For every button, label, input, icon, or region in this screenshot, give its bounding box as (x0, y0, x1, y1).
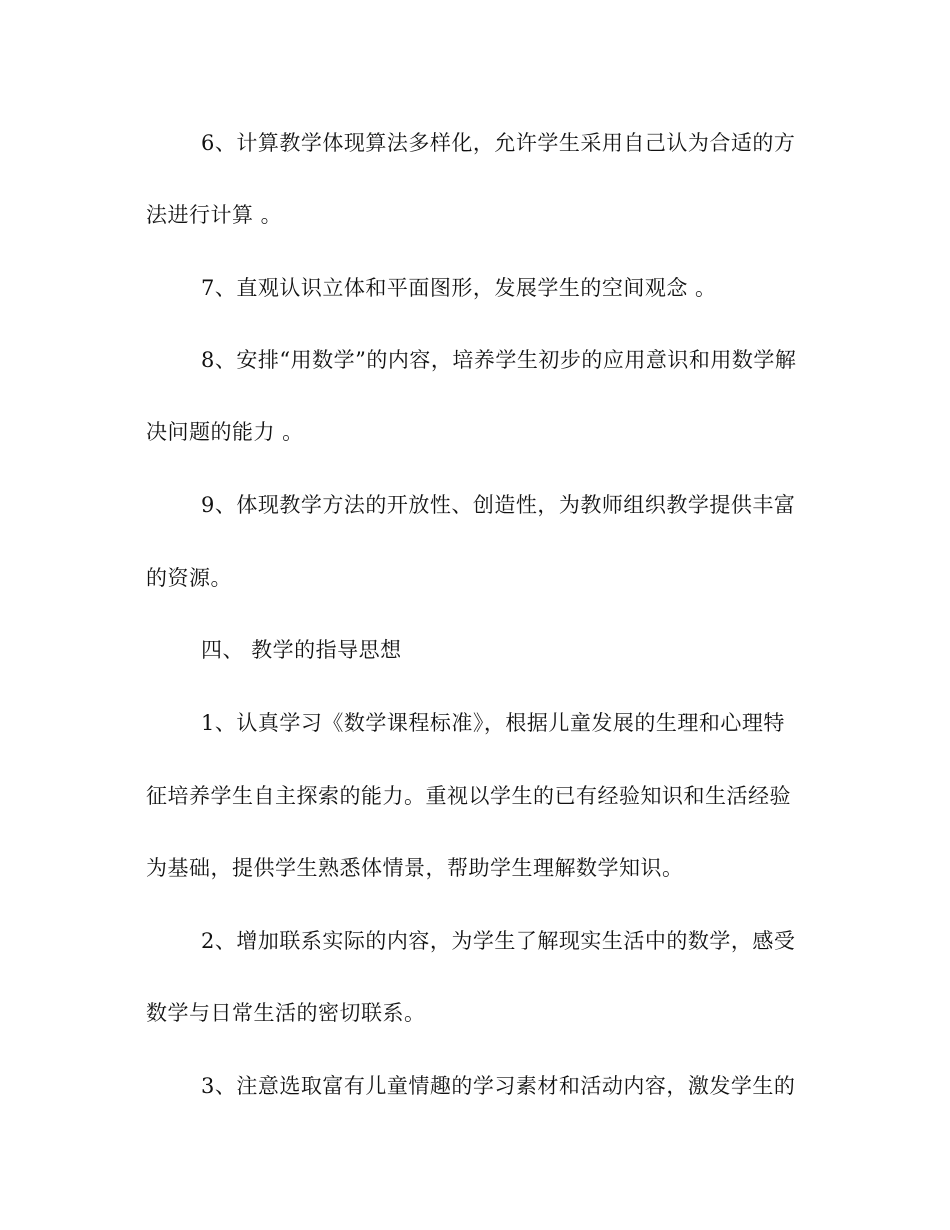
paragraph-6-line-2: 法进行计算 。 (146, 203, 283, 227)
guideline-1-line-1: 1、认真学习《数学课程标准》，根据儿童发展的生理和心理特 (201, 711, 785, 735)
guideline-2-line-1: 2、增加联系实际的内容，为学生了解现实生活中的数学，感受 (201, 929, 796, 953)
paragraph-6-line-1: 6、计算教学体现算法多样化，允许学生采用自己认为合适的方 (201, 131, 796, 155)
guideline-1-line-3: 为基础，提供学生熟悉体情景，帮助学生理解数学知识。 (146, 856, 684, 880)
paragraph-9-line-1: 9、体现教学方法的开放性、创造性，为教师组织教学提供丰富 (201, 493, 796, 517)
guideline-2-line-2: 数学与日常生活的密切联系。 (146, 1001, 426, 1025)
paragraph-8-line-1: 8、安排“用数学”的内容，培养学生初步的应用意识和用数学解 (201, 348, 797, 372)
paragraph-8-line-2: 决问题的能力 。 (146, 420, 304, 444)
section-heading: 四、 教学的指导思想 (201, 638, 402, 662)
guideline-3-line-1: 3、注意选取富有儿童情趣的学习素材和活动内容，激发学生的 (201, 1074, 796, 1098)
guideline-1-line-2: 征培养学生自主探索的能力。重视以学生的已有经验知识和生活经验 (146, 784, 791, 808)
paragraph-9-line-2: 的资源。 (146, 566, 232, 590)
paragraph-7-line-1: 7、直观认识立体和平面图形，发展学生的空间观念 。 (201, 276, 717, 300)
